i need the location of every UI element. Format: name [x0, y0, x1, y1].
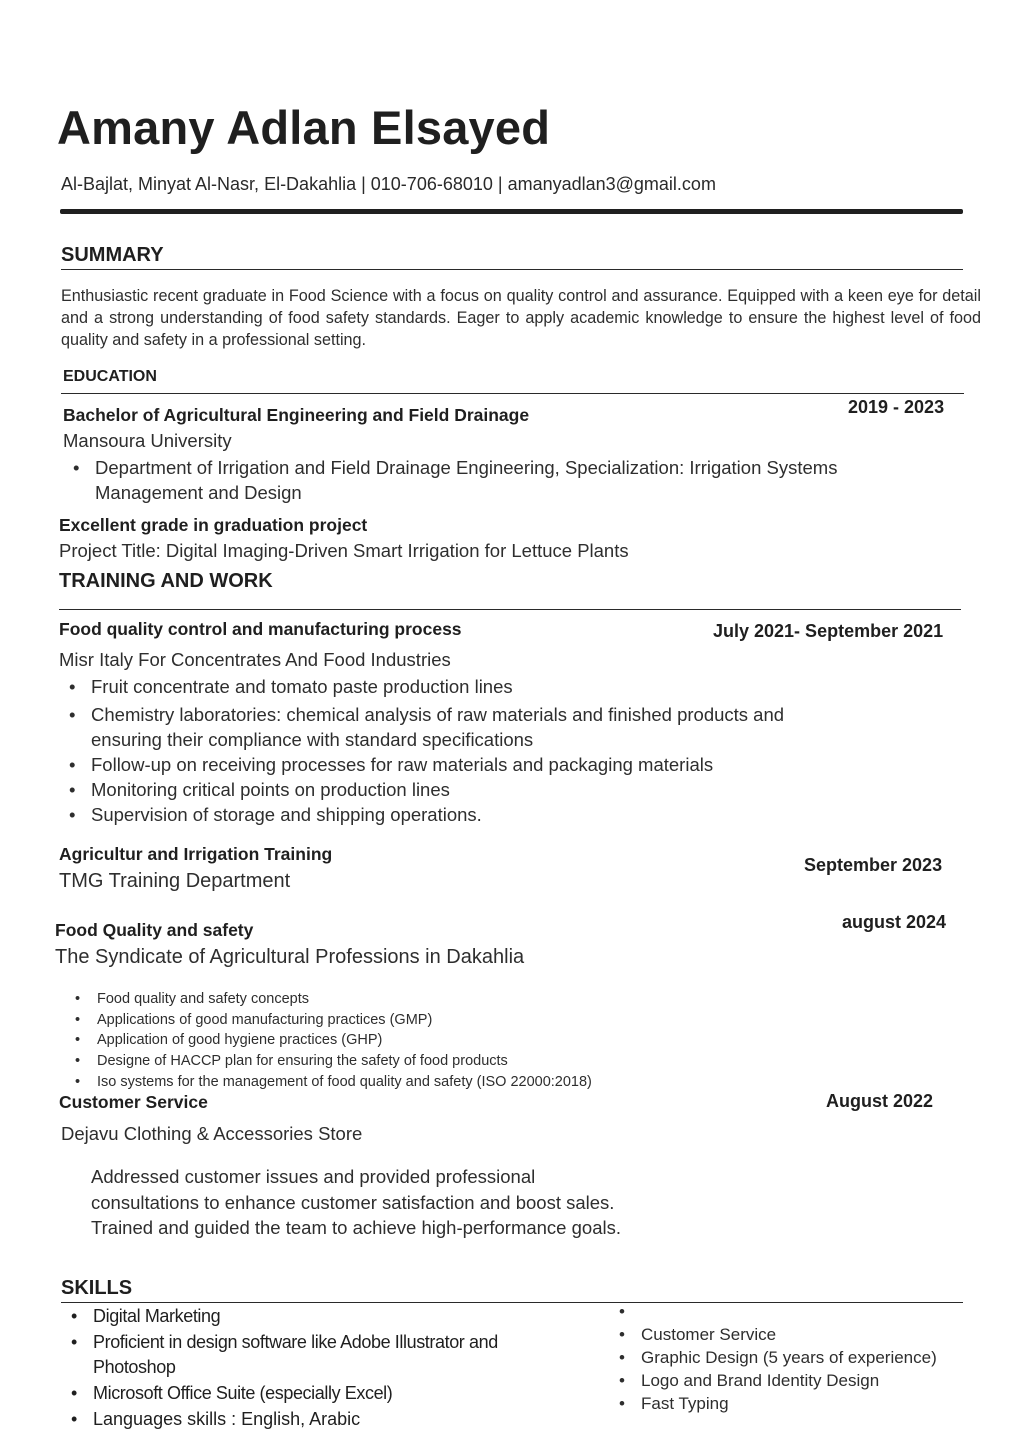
education-heading: EDUCATION — [63, 368, 157, 385]
list-item: • Digital Marketing — [71, 1306, 221, 1326]
skills-right-list — [619, 1300, 937, 1415]
list-item: Management and Design — [95, 482, 302, 503]
list-item: • Follow-up on receiving processes for raw materials and packaging materials — [69, 754, 714, 775]
list-item: • Proficient in design software like Adobe Illustrator and — [71, 1331, 498, 1352]
description-line: Addressed customer issues and provided professional — [91, 1166, 536, 1187]
list-item: • Application of good hygiene practices (GHP) — [75, 1032, 383, 1049]
job1-dates: July 2021- September 2021 — [713, 621, 944, 641]
job4-title: Customer Service — [59, 1092, 208, 1112]
list-item: • — [619, 1302, 625, 1321]
job3-bullets — [75, 989, 592, 1093]
list-item: • Graphic Design (5 years of experience) — [619, 1348, 937, 1367]
training-heading: TRAINING AND WORK — [59, 570, 273, 592]
skills-heading: SKILLS — [61, 1277, 133, 1299]
list-item: • Customer Service — [619, 1325, 777, 1344]
training-divider — [59, 609, 961, 610]
degree-title: Bachelor of Agricultural Engineering and Field Drainage — [63, 405, 530, 425]
education-dates: 2019 - 2023 — [848, 397, 945, 417]
job2-dates: September 2023 — [804, 855, 943, 875]
contact-line: Al-Bajlat, Minyat Al-Nasr, El-Dakahlia | 010-706-68010 | amanyadlan3@gmail.com — [61, 174, 716, 194]
job4-description — [91, 1164, 691, 1241]
description-line: Trained and guided the team to achieve high-performance goals. — [91, 1217, 621, 1238]
job2-title: Agricultur and Irrigation Training — [59, 844, 333, 864]
project-heading: Excellent grade in graduation project — [59, 515, 368, 535]
list-item: • Chemistry laboratories: chemical analysis of raw materials and finished products and — [69, 704, 785, 725]
education-details — [73, 455, 838, 505]
skills-left-list — [71, 1304, 498, 1433]
job1-bullets — [69, 674, 785, 827]
description-line: consultations to enhance customer satisfaction and boost sales. — [91, 1191, 615, 1213]
list-item: • Fast Typing — [619, 1394, 729, 1413]
school-name: Mansoura University — [63, 430, 232, 451]
list-item: • Food quality and safety concepts — [75, 991, 309, 1007]
list-item: • Iso systems for the management of food quality and safety (ISO 22000:2018) — [75, 1073, 592, 1090]
list-item: • Monitoring critical points on production lines — [69, 779, 450, 800]
list-item: • Applications of good manufacturing practices (GMP) — [75, 1011, 433, 1028]
project-title: Project Title: Digital Imaging-Driven Smart Irrigation for Lettuce Plants — [59, 540, 629, 561]
list-item: Photoshop — [93, 1357, 176, 1378]
job3-title: Food Quality and safety — [55, 920, 254, 940]
list-item: • Department of Irrigation and Field Drainage Engineering, Specialization: Irrigation Systems — [73, 457, 838, 478]
job2-company: TMG Training Department — [59, 870, 291, 892]
job1-title: Food quality control and manufacturing process — [59, 619, 462, 639]
summary-text: Enthusiastic recent graduate in Food Science with a focus on quality control and assurance. Equipped with a keen eye for detail and a strong understanding of food safety standards. Eager to apply academic knowledge to ensure the highest level of food quality and safety in a professional setting. — [61, 287, 981, 349]
list-item: • Fruit concentrate and tomato paste production lines — [69, 676, 513, 697]
summary-heading: SUMMARY — [61, 244, 164, 266]
candidate-name: Amany Adlan Elsayed — [57, 101, 551, 154]
list-item: ensuring their compliance with standard specifications — [91, 729, 534, 750]
list-item: • Designe of HACCP plan for ensuring the safety of food products — [75, 1053, 508, 1070]
job3-dates: august 2024 — [842, 912, 947, 932]
summary-divider — [61, 269, 963, 270]
list-item: • Supervision of storage and shipping operations. — [69, 804, 482, 825]
job1-company: Misr Italy For Concentrates And Food Industries — [59, 649, 451, 670]
header-divider — [60, 209, 963, 214]
list-item: • Microsoft Office Suite (especially Excel) — [71, 1383, 393, 1404]
list-item: • Languages skills : English, Arabic — [71, 1408, 361, 1429]
education-divider — [61, 393, 964, 394]
job4-company: Dejavu Clothing & Accessories Store — [61, 1123, 363, 1144]
job3-company: The Syndicate of Agricultural Professions in Dakahlia — [55, 946, 525, 968]
list-item: • Logo and Brand Identity Design — [619, 1371, 880, 1390]
job4-dates: August 2022 — [826, 1091, 934, 1111]
